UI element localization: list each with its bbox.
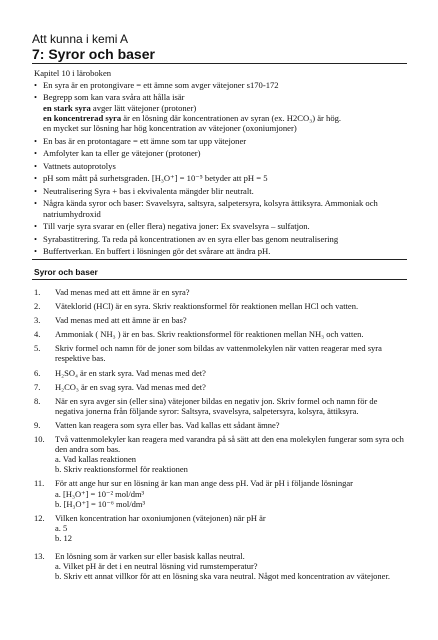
question-text: Vatten kan reagera som syra eller bas. Vad kallas ett sådant ämne? [55,419,280,430]
question-subpart: b. 12 [55,532,72,543]
question-text: Ammoniak ( NH₃ ) är en bas. Skriv reaktionsformel för reaktionen mellan NH₃ och vatten. [55,329,364,340]
question-text: För att ange hur sur en lösning är kan man ange dess pH. Vad är pH i följande lösningar [55,478,353,489]
summary-bullet-text: Neutralisering Syra + bas i ekvivalenta mängder blir neutralt. [43,185,254,196]
question-item [34,382,406,392]
question-text: H₂SO₄ är en stark syra. Vad menas med det? [55,367,206,378]
summary-bullet [34,136,406,146]
question-text: Vad menas med att ett ämne är en syra? [55,287,190,297]
question-subpart: a. 5 [55,522,68,533]
question-item [34,513,406,543]
question-number: 1. [34,287,41,297]
question-subpart: a. Vad kallas reaktionen [55,454,137,465]
question-text: När en syra avger sin (eller sina) vätejoner bildas en negativ jon. Skriv formel och namn för de negativa jonerna från följande syror: Saltsyra, svavelsyra, salpetersyra, kolsyra, ättiksyra. [55,395,378,416]
summary-bullet [34,186,406,196]
question-item [34,434,406,474]
summary-bullet-text: Buffertverkan. En buffert i lösningen gör det svårare att ändra pH. [43,246,271,257]
summary-sub-rest: en mycket sur lösning har hög koncentration av vätejoner (oxoniumjoner) [43,123,297,134]
question-item [34,287,406,297]
question-item [34,315,406,325]
question-item [34,420,406,430]
summary-bullet-list [34,80,406,259]
summary-bullet-text: Syrabastitrering. Ta reda på koncentrationen av en syra eller bas genom neutralisering [43,233,339,244]
question-number: 4. [34,329,41,340]
question-number: 3. [34,315,41,326]
summary-bullet-text: Några kända syror och baser: Svavelsyra, saltsyra, salpetersyra, kolsyra ättiksyra. Ammoniak och natriumhydroxid [43,198,378,219]
question-item [34,301,406,311]
question-item [34,478,406,508]
question-list [34,287,406,581]
question-number: 6. [34,367,41,378]
question-text: Skriv formel och namn för de joner som bildas av vattenmolekylen när vatten reagerar med syra respektive bas. [55,343,382,364]
summary-sub-line [43,123,406,133]
question-number: 11. [34,478,45,489]
question-number: 12. [34,512,45,523]
question-item [34,329,406,339]
question-text: En lösning som är varken sur eller basisk kallas neutral. [55,550,245,561]
question-number: 7. [34,381,41,392]
section-divider-bottom [32,279,407,280]
summary-bullet [34,234,406,244]
question-number: 8. [34,395,41,406]
question-subpart: a. [H₃O⁺] = 10⁻² mol/dm³ [55,488,145,499]
question-text: Två vattenmolekyler kan reagera med varandra på så sätt att den ena molekylen fungerar som syra och den andra som bas. [55,434,404,455]
chapter-reference: Kapitel 10 i läroboken [34,68,112,78]
summary-sub-term: en koncentrerad syra [43,113,122,124]
question-item [34,396,406,416]
question-text: Vilken koncentration har oxoniumjonen (vätejonen) när pH är [55,512,266,523]
summary-bullet [34,246,406,256]
summary-bullet [34,80,406,90]
summary-bullet-text: Begrepp som kan vara svåra att hålla isär [43,92,185,103]
question-text: H₂CO₃ är en svag syra. Vad menas med det? [55,381,206,392]
question-number: 9. [34,419,41,430]
question-number: 13. [34,550,45,561]
question-subpart: b. Skriv reaktionsformel för reaktionen [55,464,188,475]
question-number: 5. [34,343,41,354]
summary-sub-rest: avger lätt vätejoner (protoner) [90,102,197,113]
title-underline [32,63,407,64]
section-title: Syror och baser [34,267,98,277]
summary-sub-line [43,103,406,113]
summary-bullet [34,148,406,158]
course-subtitle: Att kunna i kemi A [32,32,129,46]
summary-sub-line [43,113,406,123]
question-number: 10. [34,434,45,445]
summary-bullet-text: En syra är en protongivare = ett ämne som avger vätejoner s170-172 [43,80,279,90]
summary-bullet [34,198,406,219]
summary-bullet [34,221,406,231]
summary-bullet-text: Amfolyter kan ta eller ge vätejoner (protoner) [43,148,201,159]
question-number: 2. [34,301,41,312]
summary-bullet-text: Till varje syra svarar en (eller flera) negativa joner: Ex svavelsyra – sulfatjon. [43,221,310,232]
question-text: Väteklorid (HCl) är en syra. Skriv reaktionsformel för reaktionen mellan HCl och vatten. [55,301,359,312]
page-title: 7: Syror och baser [32,46,155,62]
question-item [34,551,406,581]
section-divider-top [32,259,407,260]
summary-bullet-text: En bas är en protontagare = ett ämne som tar upp vätejoner [43,135,247,146]
question-item [34,343,406,363]
summary-bullet-text: pH som mått på surhetsgraden. [H₃O⁺] = 10⁻⁵ betyder att pH = 5 [43,173,268,184]
question-item [34,368,406,378]
summary-bullet [34,92,406,133]
question-subpart: b. Skriv ett annat villkor för att en lösning ska vara neutral. Något med koncentration av vätejoner. [55,571,390,582]
question-text: Vad menas med att ett ämne är en bas? [55,315,187,326]
question-subpart: a. Vilket pH är det i en neutral lösning vid rumstemperatur? [55,561,258,572]
summary-bullet [34,173,406,183]
summary-bullet-text: Vattnets autoprotolys [43,160,116,171]
summary-sub-rest: är en lösning där koncentrationen av syran (ex. H2CO₃) är hög. [121,113,342,124]
question-subpart: b. [H₃O⁺] = 10⁻⁶ mol/dm³ [55,498,146,509]
summary-bullet [34,161,406,171]
summary-sub-term: en stark syra [43,102,91,113]
